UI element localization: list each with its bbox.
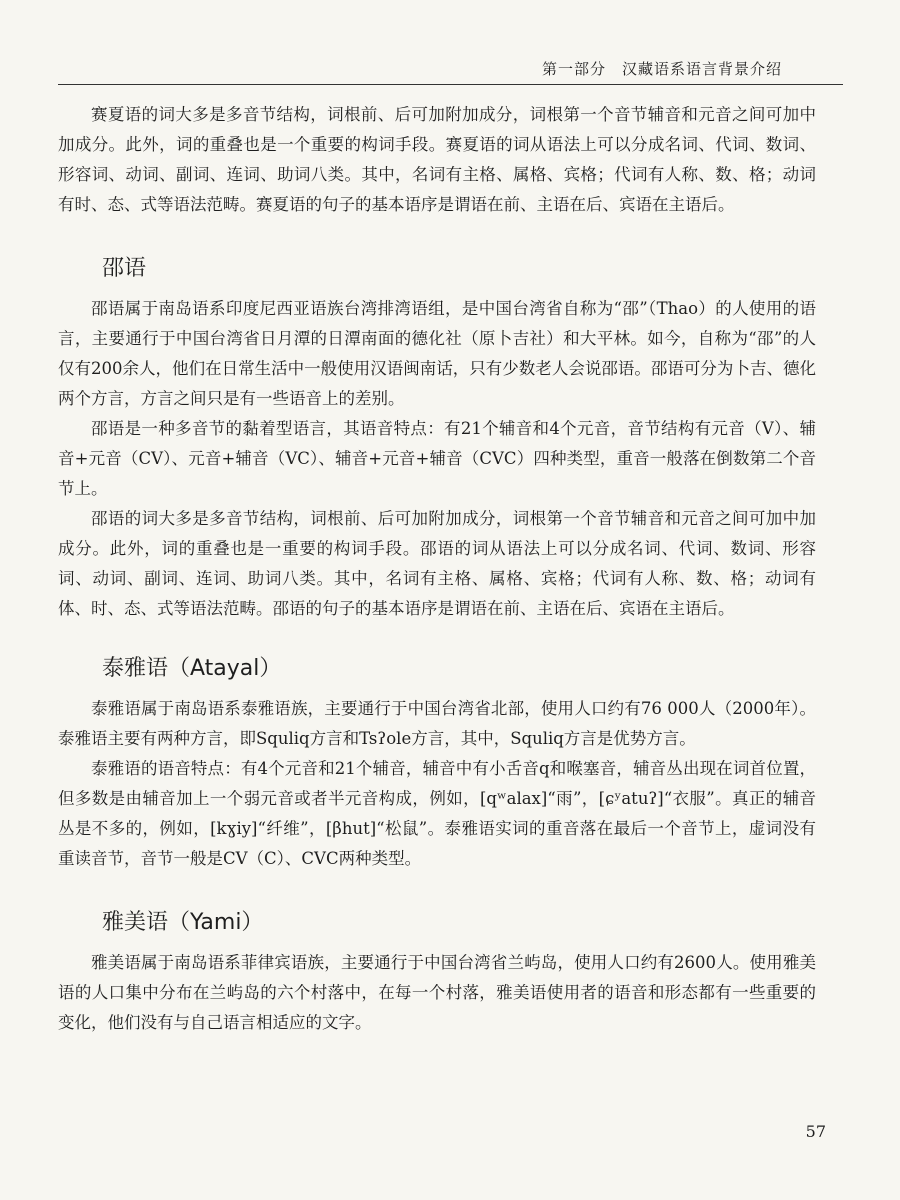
section-saisiyat-continued — [58, 100, 816, 220]
paragraph: 邵语的词大多是多音节结构，词根前、后可加附加成分，词根第一个音节辅音和元音之间可加中加成分。此外，词的重叠也是一重要的构词手段。邵语的词从语法上可以分成名词、代词、数词、形容词、动词、副词、连词、助词八类。其中，名词有主格、属格、宾格；代词有人称、数、格；动词有体、时、态、式等语法范畴。邵语的句子的基本语序是谓语在前、主语在后、宾语在主语后。 — [58, 509, 816, 618]
section-heading-thao: 邵语 — [102, 256, 147, 281]
page-number: 57 — [805, 1122, 826, 1141]
paragraph: 邵语属于南岛语系印度尼西亚语族台湾排湾语组，是中国台湾省自称为“邵”（Thao）的人使用的语言，主要通行于中国台湾省日月潭的日潭南面的德化社（原卜吉社）和大平林。如今，自称为“邵”的人仅有200余人，他们在日常生活中一般使用汉语闽南话，只有少数老人会说邵语。邵语可分为卜吉、德化两个方言，方言之间只是有一些语音上的差别。 — [58, 299, 816, 408]
paragraph: 雅美语属于南岛语系菲律宾语族，主要通行于中国台湾省兰屿岛，使用人口约有2600人。使用雅美语的人口集中分布在兰屿岛的六个村落中，在每一个村落，雅美语使用者的语音和形态都有一些重要的变化，他们没有与自己语言相适应的文字。 — [58, 953, 816, 1032]
section-heading-atayal: 泰雅语（Atayal） — [102, 656, 282, 681]
page-content — [58, 90, 816, 1038]
paragraph: 邵语是一种多音节的黏着型语言，其语音特点：有21个辅音和4个元音，音节结构有元音（V）、辅音+元音（CV）、元音+辅音（VC）、辅音+元音+辅音（CVC）四种类型，重音一般落在倒数第二个音节上。 — [58, 419, 816, 498]
section-thao — [58, 254, 816, 624]
section-atayal — [58, 654, 816, 874]
section-yami — [58, 908, 816, 1038]
paragraph: 泰雅语的语音特点：有4个元音和21个辅音，辅音中有小舌音q和喉塞音，辅音丛出现在词首位置，但多数是由辅音加上一个弱元音或者半元音构成，例如，[qʷalax]“雨”，[ɕʸatuʔ]“衣服”。真正的辅音丛是不多的，例如，[kɣiy]“纤维”，[βhut]“松鼠”。泰雅语实词的重音落在最后一个音节上，虚词没有重读音节，音节一般是CV（C）、CVC两种类型。 — [58, 759, 816, 868]
paragraph: 赛夏语的词大多是多音节结构，词根前、后可加附加成分，词根第一个音节辅音和元音之间可加中加成分。此外，词的重叠也是一个重要的构词手段。赛夏语的词从语法上可以分成名词、代词、数词、形容词、动词、副词、连词、助词八类。其中，名词有主格、属格、宾格；代词有人称、数、格；动词有时、态、式等语法范畴。赛夏语的句子的基本语序是谓语在前、主语在后、宾语在主语后。 — [58, 105, 816, 214]
running-header: 第一部分 汉藏语系语言背景介绍 — [541, 60, 782, 78]
paragraph: 泰雅语属于南岛语系泰雅语族，主要通行于中国台湾省北部，使用人口约有76 000人（2000年）。泰雅语主要有两种方言，即Squliq方言和Tsʔole方言，其中，Squliq方言是优势方言。 — [58, 699, 816, 748]
header-rule — [58, 84, 843, 85]
section-heading-yami: 雅美语（Yami） — [102, 910, 264, 935]
